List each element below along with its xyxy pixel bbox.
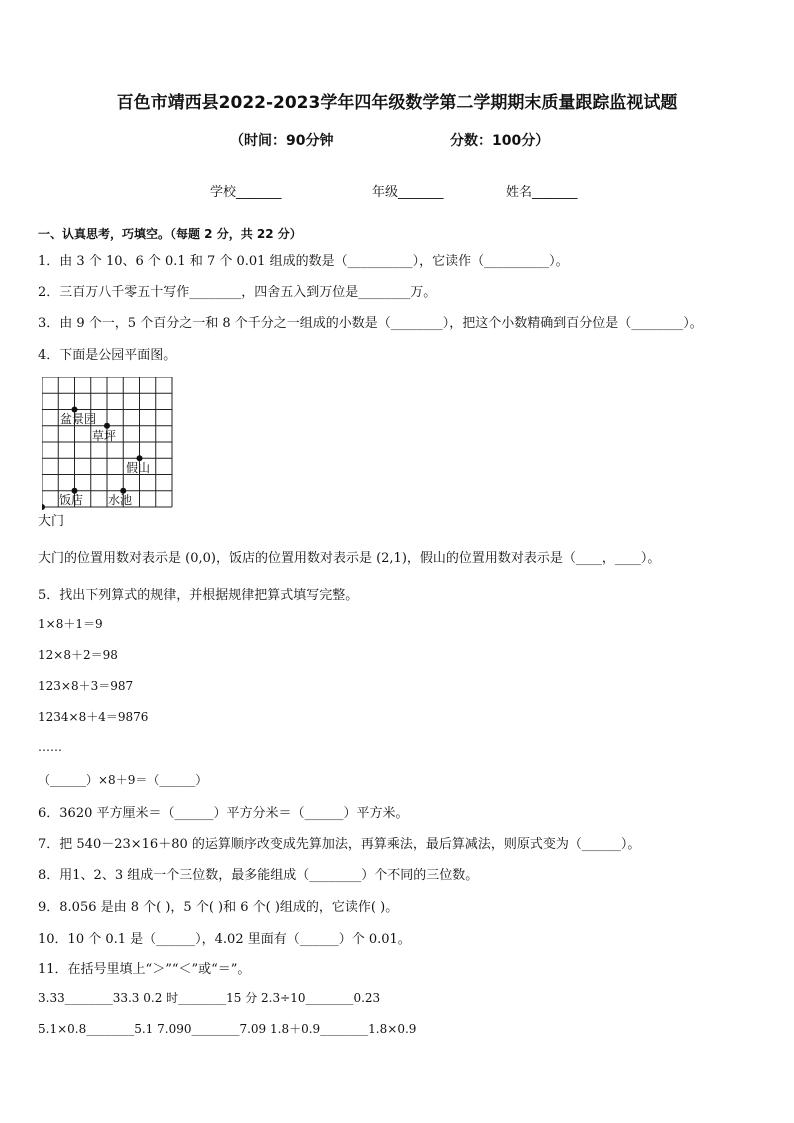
section-heading: 一、认真思考，巧填空。（每题 2 分，共 22 分） [38, 227, 302, 241]
question-4-text: 大门的位置用数对表示是 (0,0)，饭店的位置用数对表示是 (2,1)，假山的位置用数对表示是（____，____）。 [38, 551, 661, 566]
question-8: 8．用1、2、3 组成一个三位数，最多能组成（________）个不同的三位数。 [38, 868, 479, 883]
question-3: 3．由 9 个一，5 个百分之一和 8 个千分之一组成的小数是（________），把这个小数精确到百分位是（________）。 [38, 316, 703, 331]
pattern-line-1: 1×8＋1＝9 [38, 617, 103, 631]
pattern-ellipsis: …… [38, 740, 62, 754]
park-map [42, 377, 182, 517]
restaurant-label: 饭店 [59, 493, 84, 507]
pattern-line-2: 12×8＋2＝98 [38, 648, 118, 662]
question-9: 9．8.056 是由 8 个( )，5 个( )和 6 个( )组成的，它读作( )。 [38, 900, 399, 915]
rockery-label: 假山 [126, 461, 151, 475]
page-title: 百色市靖西县2022-2023学年四年级数学第二学期期末质量跟踪监视试题 [116, 93, 678, 113]
question-1: 1．由 3 个 10、6 个 0.1 和 7 个 0.01 组成的数是（__________），它读作（__________）。 [38, 254, 569, 269]
name-field: 姓名_______ [506, 185, 578, 200]
bonsai-label: 盆景园 [60, 412, 97, 426]
grade-field: 年级_______ [372, 185, 444, 200]
subtitle [230, 130, 630, 150]
pattern-line-3: 123×8＋3＝987 [38, 679, 134, 693]
pattern-line-5: （______）×8＋9＝（______） [38, 773, 208, 787]
pattern-line-4: 1234×8＋4＝9876 [38, 710, 149, 724]
question-6: 6．3620 平方厘米＝（______）平方分米＝（______）平方米。 [38, 806, 409, 821]
question-4: 4．下面是公园平面图。 [38, 348, 177, 363]
compare-row-2: 5.1×0.8________5.1 7.090________7.09 1.8＋0.9________1.8×0.9 [38, 1022, 417, 1036]
compare-row-1: 3.33________33.3 0.2 时________15 分 2.3÷10________0.23 [38, 991, 381, 1005]
time-label: （时间：90分钟 [230, 133, 334, 149]
question-2: 2．三百万八千零五十写作________，四舍五入到万位是________万。 [38, 285, 437, 300]
question-7: 7．把 540－23×16＋80 的运算顺序改变成先算加法，再算乘法，最后算减法，则原式变为（______）。 [38, 837, 641, 852]
school-field: 学校_______ [210, 185, 282, 200]
lawn-point [104, 423, 110, 429]
question-11: 11．在括号里填上“＞”“＜”或“＝”。 [38, 962, 251, 977]
lawn-label: 草坪 [92, 429, 117, 443]
score-label: 分数：100分） [450, 133, 550, 149]
question-5: 5．找出下列算式的规律，并根据规律把算式填写完整。 [38, 588, 359, 603]
gate-label: 大门 [38, 514, 65, 529]
pond-label: 水池 [108, 493, 133, 507]
question-10: 10．10 个 0.1 是（______），4.02 里面有（______）个 0.01。 [38, 932, 411, 947]
